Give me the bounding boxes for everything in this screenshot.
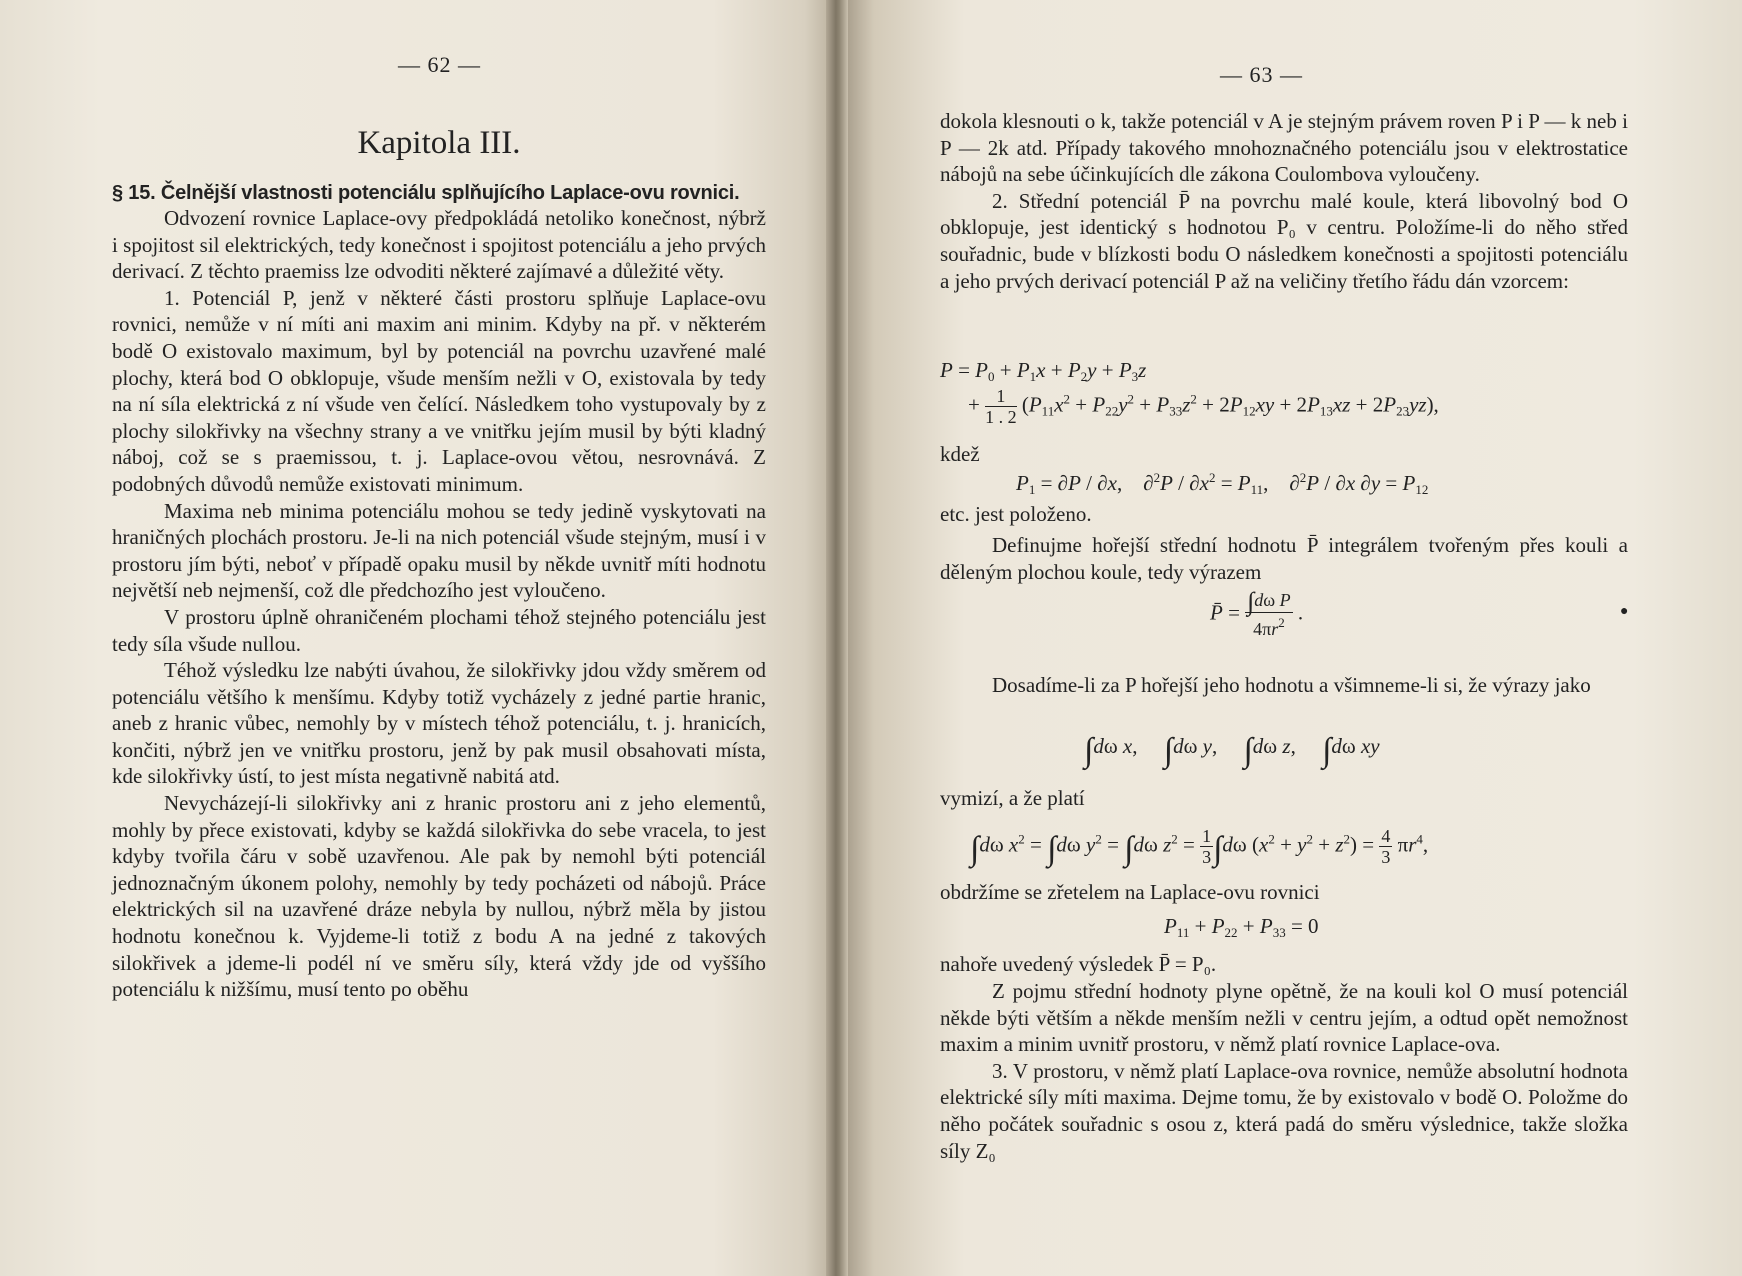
equation-mean-value: P̄ = $\frac{\text{∫dω P}}{4\pi r^2}$ .	[1210, 587, 1304, 639]
equation-taylor-1: $P = P_0 + P_1x + P_2y + P_3z$	[940, 358, 1147, 384]
equation-taylor-2: + $\frac{1}{1 . 2}$ $(P_{11}x^2 + P_{22}y^2 + P_{33}z^2 + 2P_{12}xy + 2P_{13}xz + 2P_{23}yz)$,	[968, 386, 1439, 427]
paragraph: 2. Střední potenciál P̄ na povrchu malé koule, která libovolný bod O obklopuje, jest identický s hodnotou P₀ v centru. Položíme-li do něho střed souřadnic, bude v blízkosti bodu O následkem konečnosti a spojitosti potenciálu a jeho prvých derivací potenciál P až na veličiny třetího řádu dán vzorcem:	[940, 188, 1628, 293]
book-gutter	[826, 0, 848, 1276]
paragraph: Téhož výsledku lze nabýti úvahou, že silokřivky jdou vždy směrem od potenciálu většího k menšímu. Kdyby totiž vycházely z jedné partie hranic, aneb z hranic vůbec, nemohly by v místech téhož potenciálu, t. j. hranicích, končiti, nýbrž jen ve vnitřku prostoru, jenž by pak musil obsahovati místa, kde silokřivky ústí, to jest místa negativně nabitá atd.	[112, 658, 766, 789]
right-body-text-top	[940, 108, 1628, 294]
right-body-text-define	[940, 532, 1628, 585]
equation-second-moments: ∫dω $x^2 = \int d\omega$ $y^2 = \int d\omega$ $z^2$ = $\frac{1}{3}$ ∫dω $(x^2 + y^2 + z^2)$ = $\frac{4}{3}$ $\pi r^4$,	[970, 826, 1429, 868]
paragraph: Definujme hořejší střední hodnotu P̄ integrálem tvořeným přes kouli a děleným plochou koule, tedy výrazem	[940, 533, 1628, 584]
right-body-text-bottom	[940, 978, 1628, 1164]
label-vymizi: vymizí, a že platí	[940, 786, 1085, 810]
equation-derivatives: $P_1 = \partial P / \partial x$, $\partial^2P / \partial x^2 = P_{11}$, ∂$^2$P / ∂x $\partial y = P_{12}$	[1016, 470, 1429, 497]
right-page	[838, 0, 1742, 1276]
chapter-heading: Kapitola III.	[357, 125, 521, 161]
paragraph: Nevycházejí-li silokřivky ani z hranic prostoru ani z jeho elementů, mohly by přece existovati, kdyby se každá silokřivka do sebe vracela, to jest kdyby tvořila čáru v sobě uzavřenou. Ale pak by nemohl býti potenciál jednoznačným úkonem polohy, nemohly by tedy pocházeti od nábojů. Práce elektrických sil na uzavřené dráze nebyla by nullou, nýbrž měla by jistou hodnotu konečnou k. Vyjdeme-li totiž z bodu A na jedné z takových silokřivek a jdeme-li podél ní ve směru síly, která vždy jde od vyššího potenciálu k nižšímu, musí tento po oběhu	[112, 791, 766, 1002]
equation-vanishing-integrals: ∫dω x, ∫dω y, ∫dω z, ∫dω xy	[1084, 732, 1380, 769]
paragraph: 1. Potenciál P, jenž v některé části prostoru splňuje Laplace-ovu rovnici, nemůže v ní míti ani maxim ani minim. Kdyby na př. v některém bodě O existovalo maximum, byl by potenciál na povrchu uzavřené malé plochy, která bod O obklopuje, všude menším nežli v O, existovala by tedy na ní síla elektrická z ní všude ven čelící. Následkem toho vystupovaly by z plochy silokřivky na všechny strany a ve vnitřku jejím musil by býti kladný náboj, což se s praemissou, t. j. Laplace-ovou větou, nesrovnává. Z podobných důvodů nemůže existovati minimum.	[112, 285, 766, 496]
paragraph: Dosadíme-li za P hořejší jeho hodnotu a všimneme-li si, že výrazy jako	[992, 673, 1591, 697]
paragraph: 3. V prostoru, v němž platí Laplace-ova rovnice, nemůže absolutní hodnota elektrické síly míti maxima. Dejme tomu, že by existovalo v bodě O. Položme do něho počátek souřadnic s osou z, která padá do směru výslednice, takže složka síly Z₀	[940, 1058, 1628, 1163]
ink-speck: ●	[1620, 604, 1629, 619]
page-number: — 62 —	[398, 52, 481, 77]
paragraph: Z pojmu střední hodnoty plyne opětně, že na kouli kol O musí potenciál někde býti větším a někde menším nežli v centru jejím, a odtud opět nemožnost maxim a minim uvnitř prostoru, v němž platí rovnice Laplace-ova.	[940, 979, 1628, 1057]
paragraph: dokola klesnouti o k, takže potenciál v A je stejným právem roven P i P — k neb i P — 2k atd. Případy takového mnohoznačného potenciálu jsou v elektrostatice nábojů na sebe účinkujících dle zákona Coulombova vyloučeny.	[940, 109, 1628, 187]
label-nahore: nahoře uvedený výsledek P̄ = P₀.	[940, 952, 1217, 976]
label-obdrzime: obdržíme se zřetelem na Laplace-ovu rovnici	[940, 880, 1320, 904]
section-heading: § 15. Čelnější vlastnosti potenciálu splňujícího Laplace-ovu rovnici.	[112, 182, 740, 204]
paragraph: V prostoru úplně ohraničeném plochami téhož stejného potenciálu jest tedy síla všude nullou.	[112, 604, 766, 656]
equation-laplace: $P_{11} + P_{22} + P_{33} = 0$	[1164, 914, 1319, 940]
paragraph: Maxima neb minima potenciálu mohou se tedy jedině vyskytovati na hraničných plochách prostoru. Je-li na nich potenciál všude stejným, musí i v prostoru jím býti, neboť v případě opaku musil by někde uvnitř míti hodnotu největší neb nejmenší, což dle předchozího jest vyloučeno.	[112, 498, 766, 603]
label-kdez: kdež	[940, 442, 980, 466]
left-body-text	[112, 205, 766, 1003]
paragraph: Odvození rovnice Laplace-ovy předpokládá netoliko konečnost, nýbrž i spojitost sil elektrických, tedy konečnost i spojitost potenciálu a jeho prvých derivací. Z těchto praemiss lze odvoditi některé zajímavé a důležité věty.	[112, 206, 766, 284]
label-etc: etc. jest položeno.	[940, 502, 1092, 526]
page-number: — 63 —	[1220, 62, 1303, 87]
left-page	[0, 0, 838, 1276]
right-body-text-substitute	[940, 672, 1628, 699]
